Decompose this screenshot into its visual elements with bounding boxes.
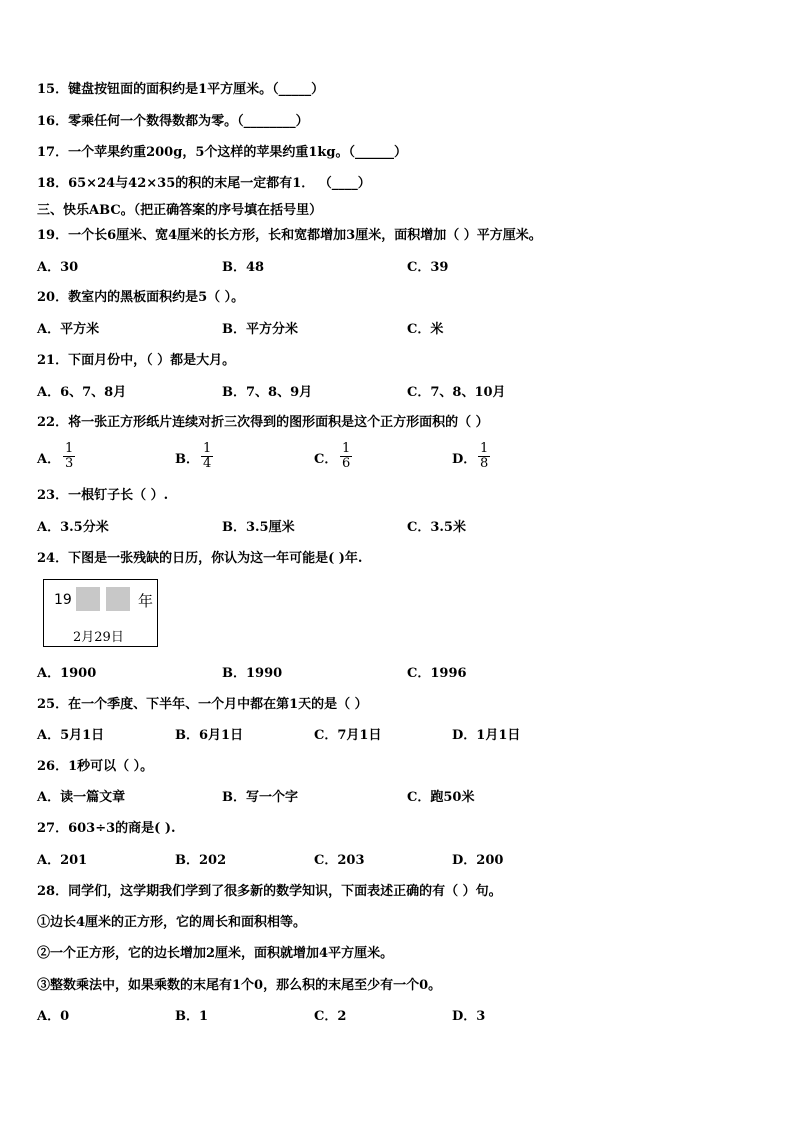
question-21: 21．下面月份中，（ ）都是大月。 bbox=[37, 353, 236, 368]
q26-option-a: A．读一篇文章 bbox=[37, 790, 126, 805]
numerator: 1 bbox=[65, 441, 74, 456]
q19-option-a: A．30 bbox=[37, 260, 79, 275]
question-17: 17．一个苹果约重200g，5个这样的苹果约重1kg。（______） bbox=[37, 145, 408, 160]
q19-option-b: B．48 bbox=[222, 260, 265, 275]
question-15: 15．键盘按钮面的面积约是1平方厘米。（_____） bbox=[37, 82, 325, 97]
q25-option-c: C．7月1日 bbox=[314, 728, 382, 743]
question-23: 23．一根钉子长（ ）. bbox=[37, 488, 169, 503]
q19-option-c: C．39 bbox=[407, 260, 449, 275]
q21-option-a: A．6、7、8月 bbox=[37, 385, 127, 400]
q22-option-b-fraction bbox=[201, 442, 213, 471]
q26-option-b: B．写一个字 bbox=[222, 790, 298, 805]
denominator: 4 bbox=[203, 456, 212, 471]
question-27: 27．603÷3的商是( ). bbox=[37, 821, 176, 836]
question-25: 25．在一个季度、下半年、一个月中都在第1天的是（ ） bbox=[37, 697, 368, 712]
denominator: 6 bbox=[342, 456, 351, 471]
question-18: 18．65×24与42×35的积的末尾一定都有1． （____） bbox=[37, 176, 371, 191]
q25-option-a: A．5月1日 bbox=[37, 728, 105, 743]
q23-option-c: C．3.5米 bbox=[407, 520, 466, 535]
q27-option-d: D．200 bbox=[452, 853, 504, 868]
numerator: 1 bbox=[342, 441, 351, 456]
q20-option-c: C．米 bbox=[407, 322, 444, 337]
q28-statement-3: ③整数乘法中，如果乘数的末尾有1个0，那么积的末尾至少有一个0。 bbox=[37, 978, 442, 993]
q28-statement-1: ①边长4厘米的正方形，它的周长和面积相等。 bbox=[37, 915, 307, 930]
question-22: 22．将一张正方形纸片连续对折三次得到的图形面积是这个正方形面积的（ ） bbox=[37, 415, 489, 430]
q28-option-d: D．3 bbox=[452, 1009, 486, 1024]
q22-option-a-label: A． bbox=[37, 452, 61, 467]
question-16: 16．零乘任何一个数得数都为零。（________） bbox=[37, 114, 309, 129]
q27-option-c: C．203 bbox=[314, 853, 365, 868]
q22-option-a-fraction bbox=[63, 442, 75, 471]
q28-option-a: A．0 bbox=[37, 1009, 70, 1024]
calendar-missing-digit bbox=[76, 587, 100, 611]
q27-option-b: B．202 bbox=[175, 853, 227, 868]
q24-option-a: A．1900 bbox=[37, 666, 97, 681]
q27-option-a: A．201 bbox=[37, 853, 88, 868]
q20-option-b: B．平方分米 bbox=[222, 322, 298, 337]
q24-option-b: B．1990 bbox=[222, 666, 283, 681]
calendar-year-prefix: 19 bbox=[54, 592, 72, 608]
question-28: 28．同学们，这学期我们学到了很多新的数学知识，下面表述正确的有（ ）句。 bbox=[37, 884, 502, 899]
q28-option-c: C．2 bbox=[314, 1009, 347, 1024]
question-26: 26．1秒可以（ ）。 bbox=[37, 759, 154, 774]
q21-option-b: B．7、8、9月 bbox=[222, 385, 313, 400]
calendar-missing-digit bbox=[106, 587, 130, 611]
q25-option-b: B．6月1日 bbox=[175, 728, 244, 743]
q23-option-a: A．3.5分米 bbox=[37, 520, 109, 535]
q22-option-d-label: D． bbox=[452, 452, 477, 467]
question-20: 20．教室内的黑板面积约是5（ ）。 bbox=[37, 290, 245, 305]
q22-option-b-label: B． bbox=[175, 452, 199, 467]
calendar-year-suffix: 年 bbox=[138, 592, 154, 610]
section-3-heading: 三、快乐ABC。（把正确答案的序号填在括号里） bbox=[37, 203, 323, 218]
numerator: 1 bbox=[480, 441, 489, 456]
q23-option-b: B．3.5厘米 bbox=[222, 520, 295, 535]
q20-option-a: A．平方米 bbox=[37, 322, 100, 337]
q22-option-c-label: C． bbox=[314, 452, 338, 467]
numerator: 1 bbox=[203, 441, 212, 456]
q28-statement-2: ②一个正方形，它的边长增加2厘米，面积就增加4平方厘米。 bbox=[37, 946, 394, 961]
q28-option-b: B．1 bbox=[175, 1009, 209, 1024]
question-19: 19．一个长6厘米、宽4厘米的长方形，长和宽都增加3厘米，面积增加（ ）平方厘米。 bbox=[37, 228, 542, 243]
q26-option-c: C．跑50米 bbox=[407, 790, 475, 805]
q25-option-d: D．1月1日 bbox=[452, 728, 521, 743]
q24-option-c: C．1996 bbox=[407, 666, 467, 681]
calendar-image bbox=[43, 579, 158, 647]
q22-option-d-fraction bbox=[478, 442, 490, 471]
q21-option-c: C．7、8、10月 bbox=[407, 385, 506, 400]
denominator: 3 bbox=[65, 456, 74, 471]
question-24: 24．下图是一张残缺的日历，你认为这一年可能是( )年. bbox=[37, 551, 363, 566]
calendar-date: 2月29日 bbox=[73, 630, 124, 645]
denominator: 8 bbox=[480, 456, 489, 471]
q22-option-c-fraction bbox=[340, 442, 352, 471]
